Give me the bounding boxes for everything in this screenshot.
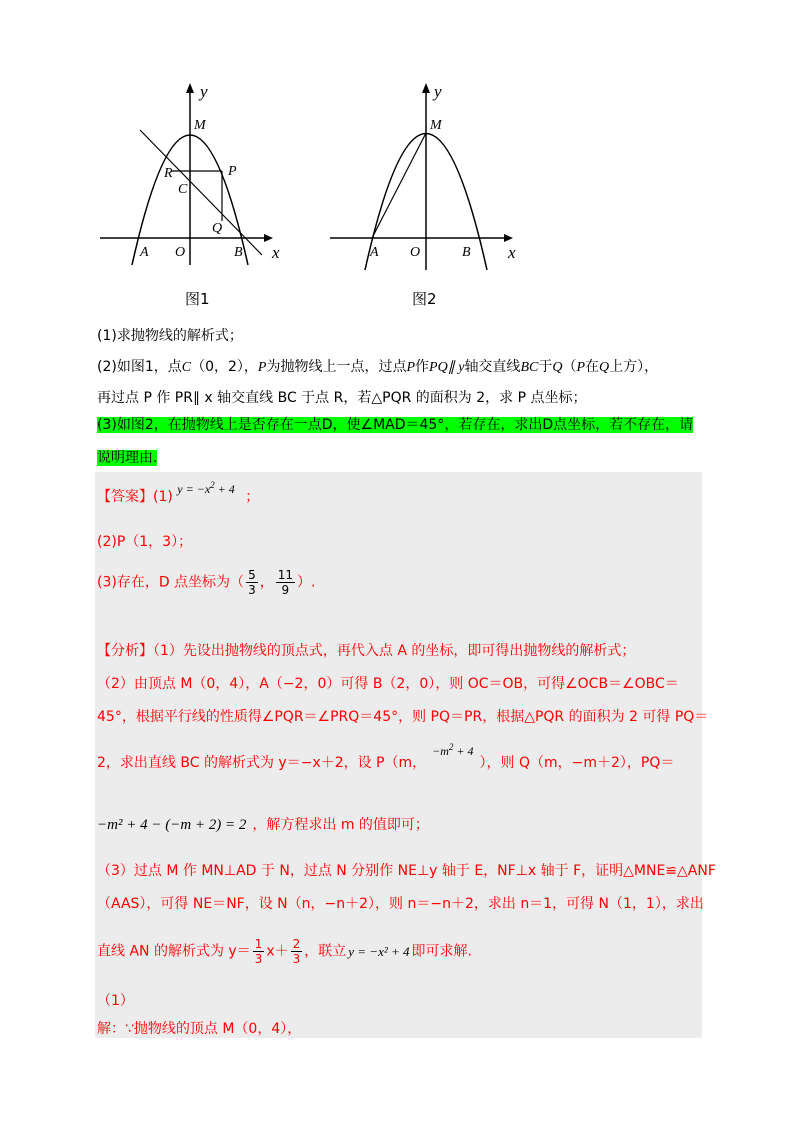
fig2-label-a: A [370,245,379,260]
fig2-label-y: y [434,82,442,101]
q2-part-a: (2)如图1，点 [97,359,182,375]
fig2-y-arrow [422,83,430,93]
q2-part-l: Q [552,360,563,375]
fig1-label-x: x [272,243,280,262]
question-3-line-1 [97,414,693,434]
question-3-highlight-1: (3)如图2，在抛物线上是否存在一点D，使∠MAD＝45°，若存在，求出D点坐标，若不存在，请 [97,417,694,433]
fig1-label-q: Q [212,221,223,236]
q2-part-n: P [576,360,586,375]
question-2-line-1 [97,356,658,376]
q2-part-c: （0，2）， [191,359,258,375]
analysis-line-4: 2，求出直线 BC 的解析式为 y＝−x＋2，设 P（m，$-m^2 + 4$），则 Q（m，−m＋2），PQ＝ [97,742,675,771]
q2-part-g: 作 [415,359,430,375]
figure-2-caption: 图2 [412,290,437,308]
analysis-line-6: （3）过点 M 作 MN⊥AD 于 N，过点 N 分别作 NE⊥y 轴于 E，NF⊥x 轴于 F，证明△MNE≌△ANF [97,863,716,879]
question-3-highlight-2: 说明理由. [97,450,158,466]
q2-part-e: 为抛物线上一点，过点 [266,359,407,375]
fig1-label-p: P [228,164,237,179]
answer-frac-2: $\frac{11}{9}$ [277,568,293,597]
q2-part-f: P [406,360,416,375]
answer-eq1: $y = -x^2 + 4$ [177,480,235,496]
analysis-frac-2: $\frac{2}{3}$ [292,937,301,966]
figure-2 [330,75,530,285]
analysis-line-10: 解：∵抛物线的顶点 M（0，4）， [97,1021,302,1037]
analysis-line-1: 【分析】（1）先设出抛物线的顶点式，再代入点 A 的坐标，即可得出抛物线的解析式； [97,643,636,659]
answer-line-1 [97,480,260,506]
fig1-label-b: B [234,245,243,260]
q2-part-k: 于 [538,359,553,375]
fig1-x-arrow [264,234,273,242]
fig1-label-m: M [194,118,206,133]
fig1-label-a: A [140,245,149,260]
answer-label: 【答案】(1) [97,489,173,505]
fig2-label-o: O [410,245,421,260]
analysis-line-3: 45°，根据平行线的性质得∠PQR＝∠PRQ＝45°，则 PQ＝PR，根据△PQR 的面积为 2 可得 PQ＝ [97,709,709,725]
analysis-line-7: （AAS），可得 NE＝NF，设 N（n，−n＋2），则 n＝−n＋2，求出 n＝1，可得 N（1，1），求出 [97,896,704,912]
question-1: (1)求抛物线的解析式； [97,328,243,344]
q2-part-b: C [181,360,192,375]
fig2-segment-am [372,133,426,238]
figures-area [90,75,530,315]
analysis-line-5: −m² + 4 − (−m + 2) = 2 ，解方程求出 m 的值即可； [97,817,429,833]
analysis-line-2: （2）由顶点 M（0，4），A（−2，0）可得 B（2，0），则 OC＝OB，可得∠OCB＝∠OBC＝ [97,676,679,692]
q2-part-m: （ [562,359,577,375]
fig2-label-b: B [462,245,471,260]
question-2-line-2: 再过点 P 作 PR∥ x 轴交直线 BC 于点 R，若△PQR 的面积为 2，求 P 点坐标； [97,390,587,406]
analysis-equation-2: y = −x² + 4 [348,943,410,959]
answer-frac-1: $\frac{5}{3}$ [248,568,256,597]
fig1-y-arrow [186,83,194,93]
answer-line-3: (3)存在，D 点坐标为（ $\frac{5}{3}$ ， $\frac{11}{9}$ ）. [97,568,316,597]
analysis-line-9: （1） [97,993,134,1009]
fig1-label-y: y [200,82,208,101]
q2-part-o: 在 [585,359,600,375]
fig2-label-m: M [430,118,442,133]
q2-part-p: Q [599,360,610,375]
fig1-line-bc [140,130,262,255]
figure-1 [90,75,290,285]
fig2-label-x: x [508,243,516,262]
q2-part-q: 上方）， [609,359,659,375]
figure-1-caption: 图1 [185,290,210,308]
fig1-label-o: O [175,245,186,260]
fig2-x-arrow [504,234,513,242]
fig1-label-r: R [164,166,173,181]
question-3-line-2 [97,447,157,467]
analysis-equation: −m² + 4 − (−m + 2) = 2 [97,817,247,833]
q2-part-h: PQ∥ y [429,360,465,375]
answer-line-2: (2)P（1，3）； [97,534,193,550]
analysis-frac-1: $\frac{1}{3}$ [254,937,263,966]
analysis-line-8: 直线 AN 的解析式为 y＝ $\frac{1}{3}$ x＋ $\frac{2}{3}$ ，联立 y = −x² + 4 即可求解. [97,937,472,966]
q2-part-d: P [257,360,267,375]
answer-semicolon: ； [245,489,260,505]
q2-part-j: BC [520,360,539,375]
q2-part-i: 轴交直线 [464,359,521,375]
analysis-math-p: $-m^2 + 4$ [432,742,474,758]
fig1-label-c: C [178,182,188,197]
